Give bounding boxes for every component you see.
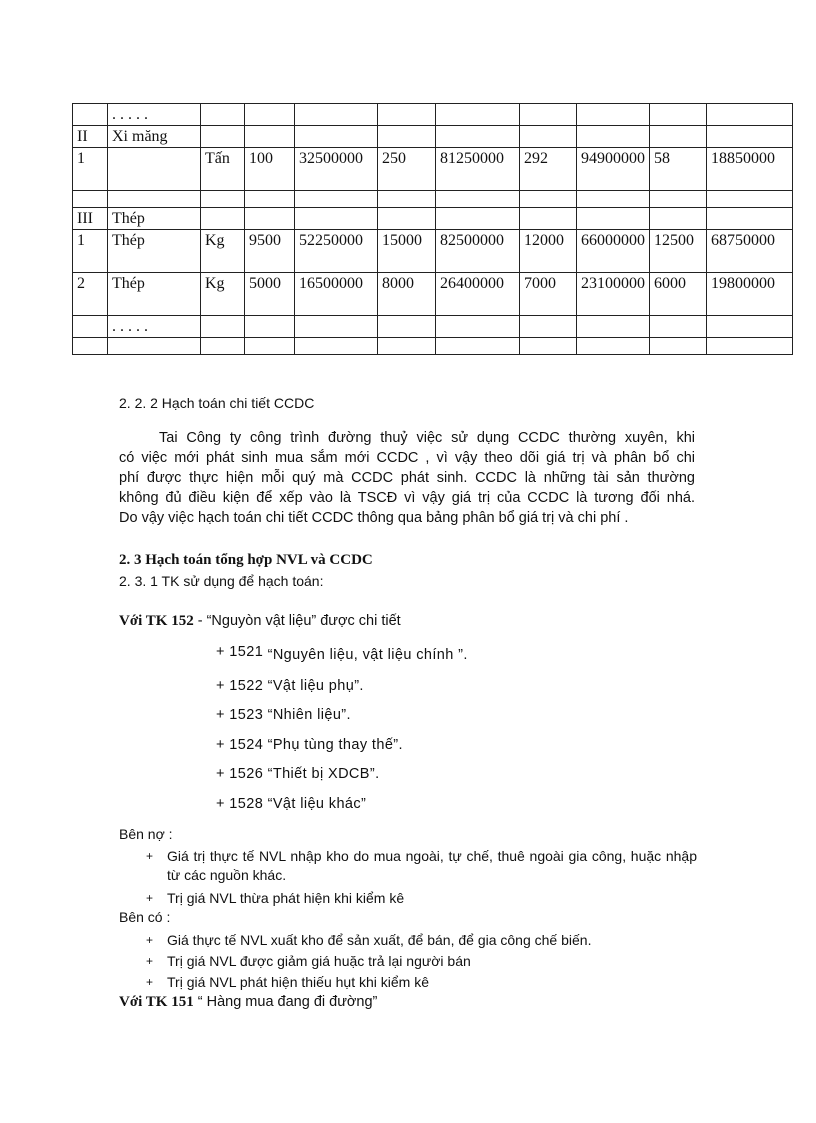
tk-sub-1526 <box>216 766 380 782</box>
tk-sub-code: + 1523 <box>216 707 264 723</box>
table-cell: Kg <box>201 273 245 316</box>
tk-sub-1528 <box>216 796 366 812</box>
table-cell <box>707 208 793 230</box>
ben-no-item-2 <box>146 889 706 909</box>
table-cell: 2 <box>73 273 108 316</box>
table-cell <box>650 191 707 208</box>
table-cell <box>245 338 295 355</box>
table-cell: 58 <box>650 148 707 191</box>
table-cell <box>73 191 108 208</box>
table-cell <box>436 338 520 355</box>
table-cell <box>378 208 436 230</box>
paragraph-line: có việc mới phát sinh mua sắm mới CCDC , vì vậy theo dõi giá trị và phân bổ chi <box>119 450 695 466</box>
tk-sub-text: “Vật liệu phụ”. <box>263 678 364 694</box>
table-cell <box>436 316 520 338</box>
tk152-label: Với TK 152 <box>119 613 194 629</box>
table-cell <box>378 316 436 338</box>
tk152-line <box>119 613 401 630</box>
tk151-line <box>119 994 377 1011</box>
table-cell <box>295 338 378 355</box>
table-cell <box>577 191 650 208</box>
tk-sub-text: “Phụ tùng thay thế”. <box>263 737 403 753</box>
paragraph-line: Tai Công ty công trình đường thuỷ việc sử dụng CCDC thường xuyên, khi <box>159 430 695 446</box>
table-row <box>73 104 793 126</box>
table-cell: II <box>73 126 108 148</box>
table-row <box>73 191 793 208</box>
table-cell: 26400000 <box>436 273 520 316</box>
table-cell: 6000 <box>650 273 707 316</box>
tk-sub-text: “Nguyên liệu, vật liệu chính ”. <box>263 647 468 663</box>
ben-co-item-text: Trị giá NVL phát hiện thiếu hụt khi kiểm kê <box>167 974 429 990</box>
table-cell <box>378 104 436 126</box>
table-cell <box>577 208 650 230</box>
table-cell <box>378 126 436 148</box>
table-cell <box>201 316 245 338</box>
table-cell <box>73 338 108 355</box>
table-cell <box>245 126 295 148</box>
table-cell: 9500 <box>245 230 295 273</box>
table-cell: 250 <box>378 148 436 191</box>
table-cell <box>650 126 707 148</box>
table-cell <box>201 208 245 230</box>
ben-co-item-text: Trị giá NVL được giảm giá huặc trả lại người bán <box>167 953 471 969</box>
paragraph-line: không đủ điều kiện để xếp vào là TSCĐ vì vậy giá trị của CCDC là tương đối nhá. <box>119 490 695 506</box>
ccdc-paragraph <box>119 428 695 528</box>
ben-co-label: Bên có : <box>119 909 171 925</box>
table-cell <box>520 316 577 338</box>
table-row <box>73 316 793 338</box>
table-cell: III <box>73 208 108 230</box>
table-cell: Kg <box>201 230 245 273</box>
tk-sub-code: + 1522 <box>216 678 264 694</box>
table-cell: 1 <box>73 148 108 191</box>
table-cell: 5000 <box>245 273 295 316</box>
tk151-text: “ Hàng mua đang đi đường” <box>193 994 378 1010</box>
table-cell: 292 <box>520 148 577 191</box>
table-cell <box>245 316 295 338</box>
table-cell <box>577 126 650 148</box>
table-cell <box>201 126 245 148</box>
table-cell <box>245 104 295 126</box>
table-cell <box>436 104 520 126</box>
table-cell: Xi măng <box>108 126 201 148</box>
table-cell <box>436 208 520 230</box>
table-cell <box>707 316 793 338</box>
table-cell: Thép <box>108 273 201 316</box>
bullet-plus-icon: + <box>146 954 154 968</box>
section-2-3-1-heading: 2. 3. 1 TK sử dụng để hạch toán: <box>119 573 324 589</box>
section-2-3-heading: 2. 3 Hạch toán tổng hợp NVL và CCDC <box>119 552 373 568</box>
table-cell <box>577 104 650 126</box>
table-cell <box>295 126 378 148</box>
ben-co-item-2 <box>146 952 706 972</box>
table-cell <box>520 126 577 148</box>
table-cell: 68750000 <box>707 230 793 273</box>
table-cell: . . . . . <box>108 316 201 338</box>
tk-sub-1521 <box>216 644 468 663</box>
tk-sub-1523 <box>216 707 351 723</box>
table-cell: 100 <box>245 148 295 191</box>
tk-sub-code: + 1521 <box>216 644 264 660</box>
table-cell: 66000000 <box>577 230 650 273</box>
table-cell <box>201 104 245 126</box>
tk-sub-text: “Nhiên liệu”. <box>263 707 351 723</box>
table-cell: 52250000 <box>295 230 378 273</box>
table-cell <box>295 104 378 126</box>
tk-sub-code: + 1528 <box>216 796 264 812</box>
table-cell <box>295 208 378 230</box>
table-cell: Thép <box>108 230 201 273</box>
table-cell: 94900000 <box>577 148 650 191</box>
table-cell <box>520 191 577 208</box>
table-cell <box>520 104 577 126</box>
table-cell <box>577 338 650 355</box>
table-cell: 8000 <box>378 273 436 316</box>
bullet-plus-icon: + <box>146 975 154 989</box>
ben-no-item-text: Giá trị thực tế NVL nhập kho do mua ngoài, tự chế, thuê ngoài gia công, huặc nhập từ các nguồn khác. <box>167 848 697 883</box>
paragraph-line: phí được thực hiện mỗi quý mà CCDC phát sinh. CCDC là những tài sản thường <box>119 470 695 486</box>
table-cell: 82500000 <box>436 230 520 273</box>
table-cell <box>650 338 707 355</box>
table-cell <box>520 338 577 355</box>
table-cell <box>378 338 436 355</box>
bullet-plus-icon: + <box>146 891 154 905</box>
table-cell <box>707 338 793 355</box>
table-cell <box>707 191 793 208</box>
tk-sub-1522 <box>216 678 364 694</box>
ben-co-item-text: Giá thực tế NVL xuất kho để sản xuất, để bán, để gia công chế biến. <box>167 932 592 948</box>
table-cell <box>108 338 201 355</box>
bullet-plus-icon: + <box>146 849 154 863</box>
table-cell <box>295 191 378 208</box>
table-cell: 1 <box>73 230 108 273</box>
table-row <box>73 148 793 191</box>
tk-sub-text: “Vật liệu khác” <box>263 796 367 812</box>
section-2-2-2-heading: 2. 2. 2 Hạch toán chi tiết CCDC <box>119 395 315 411</box>
ben-no-item-1 <box>146 847 706 887</box>
table-cell <box>650 316 707 338</box>
tk151-label: Với TK 151 <box>119 994 194 1010</box>
table-cell: 23100000 <box>577 273 650 316</box>
table-cell: 81250000 <box>436 148 520 191</box>
tk-sub-code: + 1526 <box>216 766 264 782</box>
table-row <box>73 230 793 273</box>
table-cell: 18850000 <box>707 148 793 191</box>
tk-sub-text: “Thiết bị XDCB”. <box>263 766 380 782</box>
tk152-text: - “Nguyòn vật liệu” được chi tiết <box>193 613 401 629</box>
ben-co-item-3 <box>146 973 706 993</box>
table-cell <box>707 104 793 126</box>
table-cell: 7000 <box>520 273 577 316</box>
table-row <box>73 126 793 148</box>
table-cell <box>73 104 108 126</box>
bullet-plus-icon: + <box>146 933 154 947</box>
table-cell <box>707 126 793 148</box>
table-cell <box>650 208 707 230</box>
table-cell: . . . . . <box>108 104 201 126</box>
table-cell <box>520 208 577 230</box>
table-cell <box>378 191 436 208</box>
ben-no-label: Bên nợ : <box>119 826 173 842</box>
table-cell <box>201 191 245 208</box>
table-cell <box>436 191 520 208</box>
table-cell <box>201 338 245 355</box>
table-cell <box>108 148 201 191</box>
tk-sub-code: + 1524 <box>216 737 264 753</box>
table-cell <box>108 191 201 208</box>
table-cell: 32500000 <box>295 148 378 191</box>
table-cell: 16500000 <box>295 273 378 316</box>
table-cell: 19800000 <box>707 273 793 316</box>
table-cell <box>436 126 520 148</box>
table-cell <box>245 208 295 230</box>
table-cell <box>650 104 707 126</box>
ben-co-item-1 <box>146 931 706 951</box>
table-cell <box>295 316 378 338</box>
table-cell <box>577 316 650 338</box>
table-cell <box>245 191 295 208</box>
paragraph-line: Do vậy việc hạch toán chi tiết CCDC thông qua bảng phân bổ giá trị và chi phí . <box>119 510 629 526</box>
table-cell: 12500 <box>650 230 707 273</box>
table-cell <box>73 316 108 338</box>
tk-sub-1524 <box>216 737 403 753</box>
table-cell: Thép <box>108 208 201 230</box>
table-row <box>73 208 793 230</box>
table-cell: 15000 <box>378 230 436 273</box>
table-row <box>73 338 793 355</box>
table-cell: 12000 <box>520 230 577 273</box>
table-row <box>73 273 793 316</box>
materials-table <box>72 103 793 355</box>
ben-no-item-text: Trị giá NVL thừa phát hiện khi kiểm kê <box>167 890 405 906</box>
table-cell: Tấn <box>201 148 245 191</box>
